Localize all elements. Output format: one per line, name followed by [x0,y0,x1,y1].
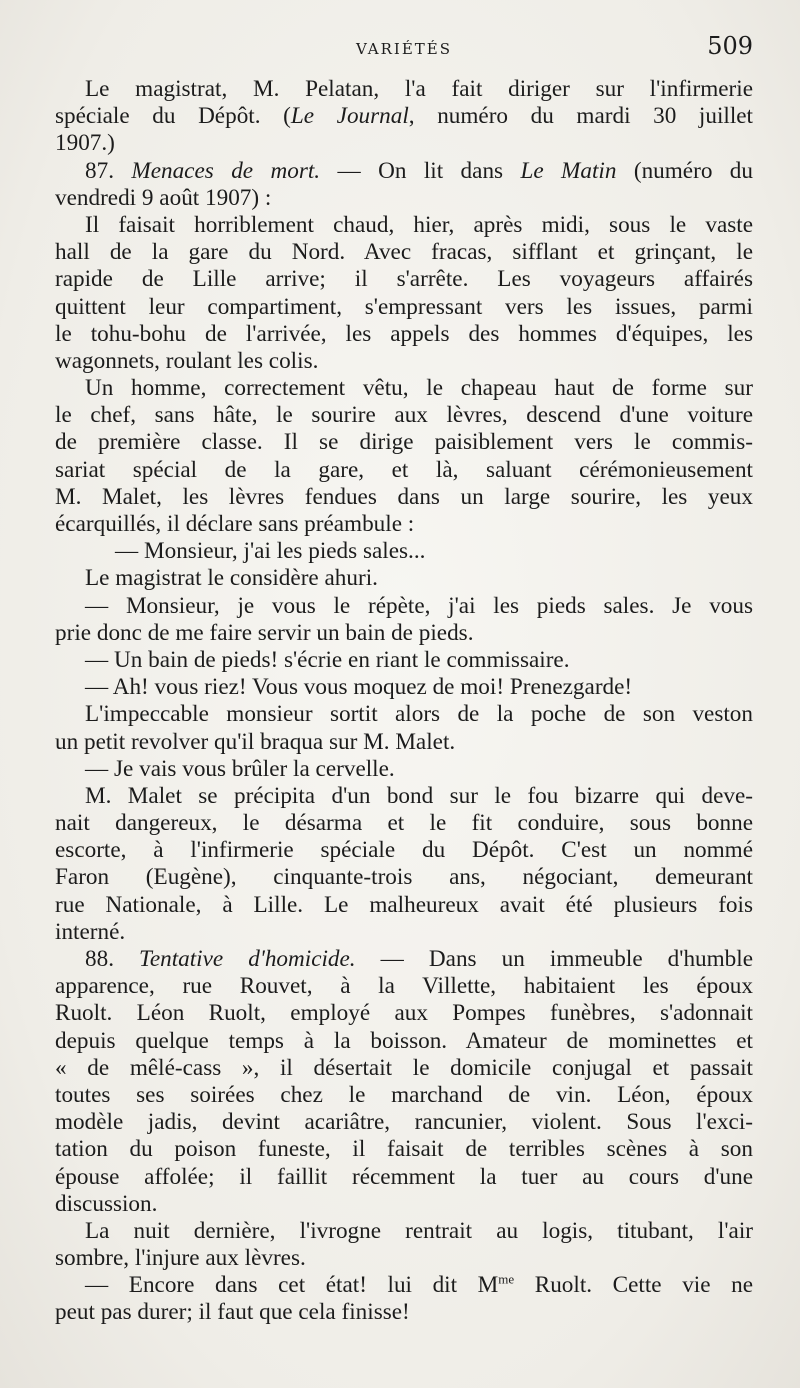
text-line: le chef, sans hâte, le sourire aux lèvres, descend d'une voiture [55,402,753,429]
dialogue-start: — Encore dans cet état! lui dit M [85,1272,499,1299]
text-line: spéciale du Dépôt. (Le Journal, numéro du mardi 30 juillet [55,103,753,130]
dialogue-end: Ruolt. Cette vie ne [514,1272,753,1299]
text-line: toutes ses soirées chez le marchand de vin. Léon, époux [55,1081,753,1108]
text-line: quittent leur compartiment, s'empressant vers les issues, parmi [55,293,753,320]
superscript-me: me [498,1272,515,1287]
dialogue-line: — Ah! vous riez! Vous vous moquez de moi! Prenezgarde! [85,674,633,701]
text-line: La nuit dernière, l'ivrogne rentrait au logis, titubant, l'air [85,1217,753,1244]
text-line: M. Malet, les lèvres fendues dans un large sourire, les yeux [55,483,753,510]
text-line: apparence, rue Rouvet, à la Villette, habitaient les époux [55,973,753,1000]
text-line: Il faisait horriblement chaud, hier, après midi, sous le vaste [85,211,753,238]
text-line: hall de la gare du Nord. Avec fracas, sifflant et grinçant, le [55,239,753,266]
text-line: M. Malet se précipita d'un bond sur le fou bizarre qui deve- [85,782,753,809]
dialogue-line: — Monsieur, j'ai les pieds sales... [115,538,426,565]
dialogue-line: — Un bain de pieds! s'écrie en riant le commissaire. [85,646,570,673]
text-line: vendredi 9 août 1907) : [55,184,272,211]
running-head: VARIÉTÉS [355,40,453,58]
text-line: nait dangereux, le désarma et le fit conduire, sous bonne [55,810,753,837]
section-title-88: Tentative d'homicide. [139,946,356,972]
text-line: sombre, l'injure aux lèvres. [55,1245,306,1272]
body-text [55,76,753,1327]
text-line: épouse affolée; il faillit récemment la tuer au cours d'une [55,1163,753,1190]
citation-matin: Le Matin [520,157,617,184]
text-line: le tohu-bohu de l'arrivée, les appels des hommes d'équipes, les [55,320,753,347]
text-line: Le magistrat, M. Pelatan, l'a fait diriger sur l'infirmerie [85,76,753,102]
text-line: discussion. [55,1190,158,1217]
text-line: wagonnets, roulant les colis. [55,347,319,374]
text-line: rue Nationale, à Lille. Le malheureux avait été plusieurs fois [55,891,753,918]
text-line: peut pas durer; il faut que cela finisse! [55,1299,410,1326]
text-line: sariat spécial de la gare, et là, saluant cérémonieusement [55,456,753,483]
text-line: escorte, à l'infirmerie spéciale du Dépôt. C'est un nommé [55,837,753,864]
text-line: de première classe. Il se dirige paisiblement vers le commis- [55,429,753,456]
page-header [55,30,753,70]
section-88-heading: 88. Tentative d'homicide. — Dans un immeuble d'humble [85,946,753,972]
text-line: L'impeccable monsieur sortit alors de la poche de son veston [85,701,753,728]
text-line: Un homme, correctement vêtu, le chapeau haut de forme sur [85,375,753,402]
dialogue-line: — Monsieur, je vous le répète, j'ai les pieds sales. Je vous [85,592,753,619]
text-line: « de mêlé-cass », il désertait le domicile conjugal et passait [55,1054,753,1081]
citation-journal: Le Journal [290,103,409,130]
text-line: rapide de Lille arrive; il s'arrête. Les voyageurs affairés [55,266,753,293]
section-title-87: Menaces de mort. [131,157,321,184]
dialogue-line [55,1272,753,1299]
text-line: écarquillés, il déclare sans préambule : [55,511,415,537]
text-line: tation du poison funeste, il faisait de terribles scènes à son [55,1136,753,1163]
text-line: Le magistrat le considère ahuri. [85,565,378,592]
text-line: depuis quelque temps à la boisson. Amateur de mominettes et [55,1027,753,1054]
section-87-heading: 87. Menaces de mort. — On lit dans Le Matin (numéro du [85,157,753,184]
text-line: Ruolt. Léon Ruolt, employé aux Pompes funèbres, s'adonnait [55,1000,753,1027]
dialogue-line: — Je vais vous brûler la cervelle. [85,755,395,782]
text-line: 1907.) [55,130,115,157]
text-line: un petit revolver qu'il braqua sur M. Malet. [55,728,456,755]
text-line: Faron (Eugène), cinquante-trois ans, négociant, demeurant [55,864,753,891]
text-line: prie donc de me faire servir un bain de pieds. [55,619,474,646]
text-line: modèle jadis, devint acariâtre, rancunier, violent. Sous l'exci- [55,1109,753,1136]
text-line: interné. [55,918,126,945]
page-number: 509 [707,32,753,60]
